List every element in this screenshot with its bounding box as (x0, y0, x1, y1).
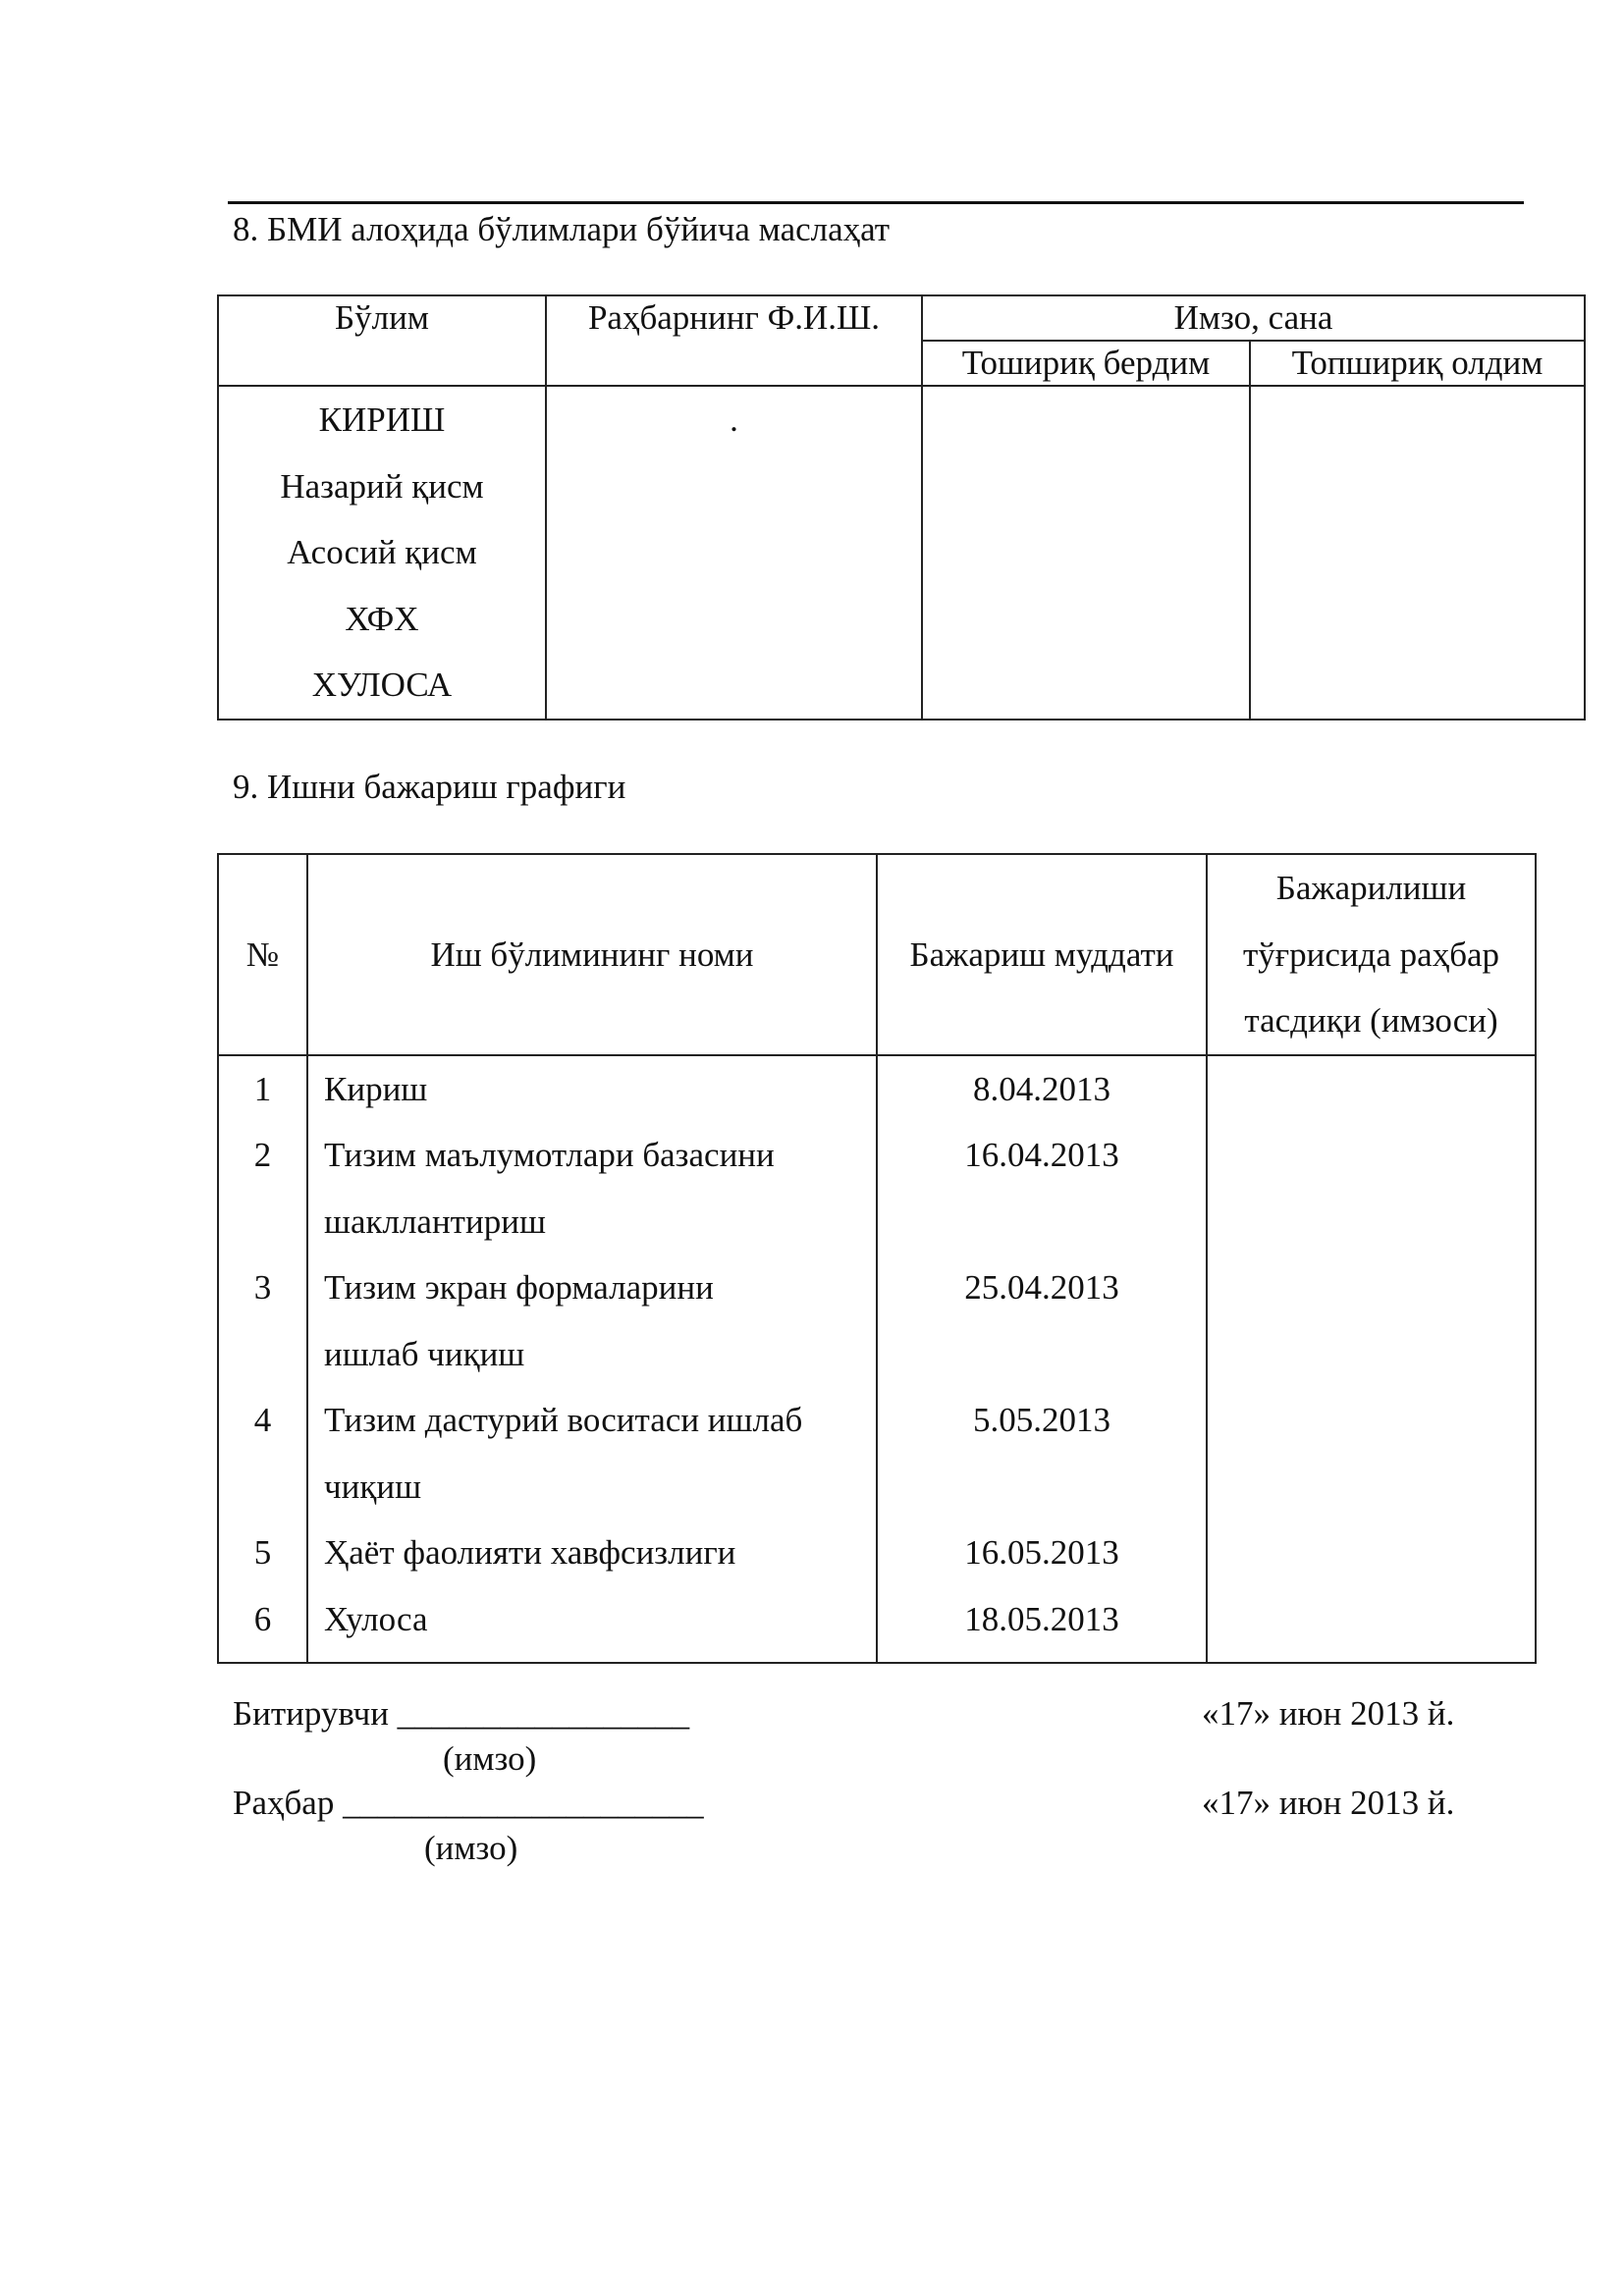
task-deadline: 5.05.2013 (973, 1401, 1110, 1439)
approval-header-line: тўғрисида раҳбар (1242, 934, 1500, 974)
task-deadline: 16.04.2013 (964, 1136, 1119, 1174)
section-item: КИРИШ (318, 400, 446, 439)
task-name-line: Кириш (324, 1069, 428, 1108)
task-number: 3 (253, 1268, 272, 1307)
supervisor-cell: . (546, 386, 922, 720)
task-number: 5 (253, 1533, 272, 1572)
schedule-table (217, 853, 1537, 1664)
sections-list (219, 387, 545, 719)
header-section: Бўлим (218, 295, 546, 386)
header-signature-date: Имзо, сана (922, 295, 1585, 341)
task-number: 6 (253, 1599, 272, 1638)
task-number: 2 (253, 1136, 272, 1174)
task-name-line: Ҳаёт фаолияти хавфсизлиги (324, 1533, 736, 1572)
approval-column (1207, 1055, 1536, 1664)
task-deadline: 16.05.2013 (964, 1533, 1119, 1572)
task-number: 4 (253, 1401, 272, 1439)
task-received-cell (1250, 386, 1585, 720)
graduate-signature-line: Битирувчи _________________ (233, 1694, 690, 1733)
header-name: Иш бўлимининг номи (307, 854, 877, 1055)
sections-cell (218, 386, 546, 720)
task-name-line: шакллантириш (324, 1201, 546, 1241)
section-8-title: 8. БМИ алоҳида бўлимлари бўйича маслаҳат (233, 210, 891, 248)
top-rule (228, 201, 1524, 204)
header-number: № (218, 854, 307, 1055)
section-item: ХУЛОСА (311, 666, 453, 704)
task-given-cell (922, 386, 1250, 720)
header-deadline: Бажариш муддати (877, 854, 1207, 1055)
task-name-line: чиқиш (324, 1467, 422, 1506)
number-column (218, 1055, 307, 1664)
task-name-line: Тизим дастурий воситаси ишлаб (324, 1401, 803, 1439)
name-column (307, 1055, 877, 1664)
task-number: 1 (253, 1069, 272, 1108)
approval-header-line: тасдиқи (имзоси) (1244, 1001, 1498, 1040)
date-column (877, 1055, 1207, 1664)
supervisor-signature-caption: (имзо) (424, 1829, 518, 1867)
section-9-title: 9. Ишни бажариш графиги (233, 768, 626, 806)
task-name-line: Тизим маълумотлари базасини (324, 1136, 775, 1174)
header-supervisor: Раҳбарнинг Ф.И.Ш. (546, 295, 922, 386)
header-task-given: Тошириқ бердим (922, 341, 1250, 386)
task-name-line: Хулоса (324, 1599, 428, 1638)
supervisor-date: «17» июн 2013 й. (1202, 1784, 1455, 1822)
section-item: Асосий қисм (287, 533, 477, 571)
section-item: Назарий қисм (280, 466, 484, 506)
supervisor-signature-line: Раҳбар _____________________ (233, 1784, 704, 1822)
task-deadline: 18.05.2013 (964, 1599, 1119, 1638)
header-approval (1207, 854, 1536, 1055)
graduate-signature-caption: (имзо) (443, 1739, 537, 1778)
consultation-table (217, 294, 1586, 721)
approval-header-line: Бажарилиши (1275, 869, 1467, 907)
approval-lines (1208, 855, 1535, 1054)
task-name-line: Тизим экран формаларини (324, 1268, 714, 1307)
task-deadline: 25.04.2013 (964, 1268, 1119, 1307)
header-task-received: Топшириқ олдим (1250, 341, 1585, 386)
task-name-line: ишлаб чиқиш (324, 1334, 525, 1373)
section-item: ХФХ (345, 599, 419, 638)
task-deadline: 8.04.2013 (973, 1069, 1110, 1108)
graduate-date: «17» июн 2013 й. (1202, 1694, 1455, 1733)
